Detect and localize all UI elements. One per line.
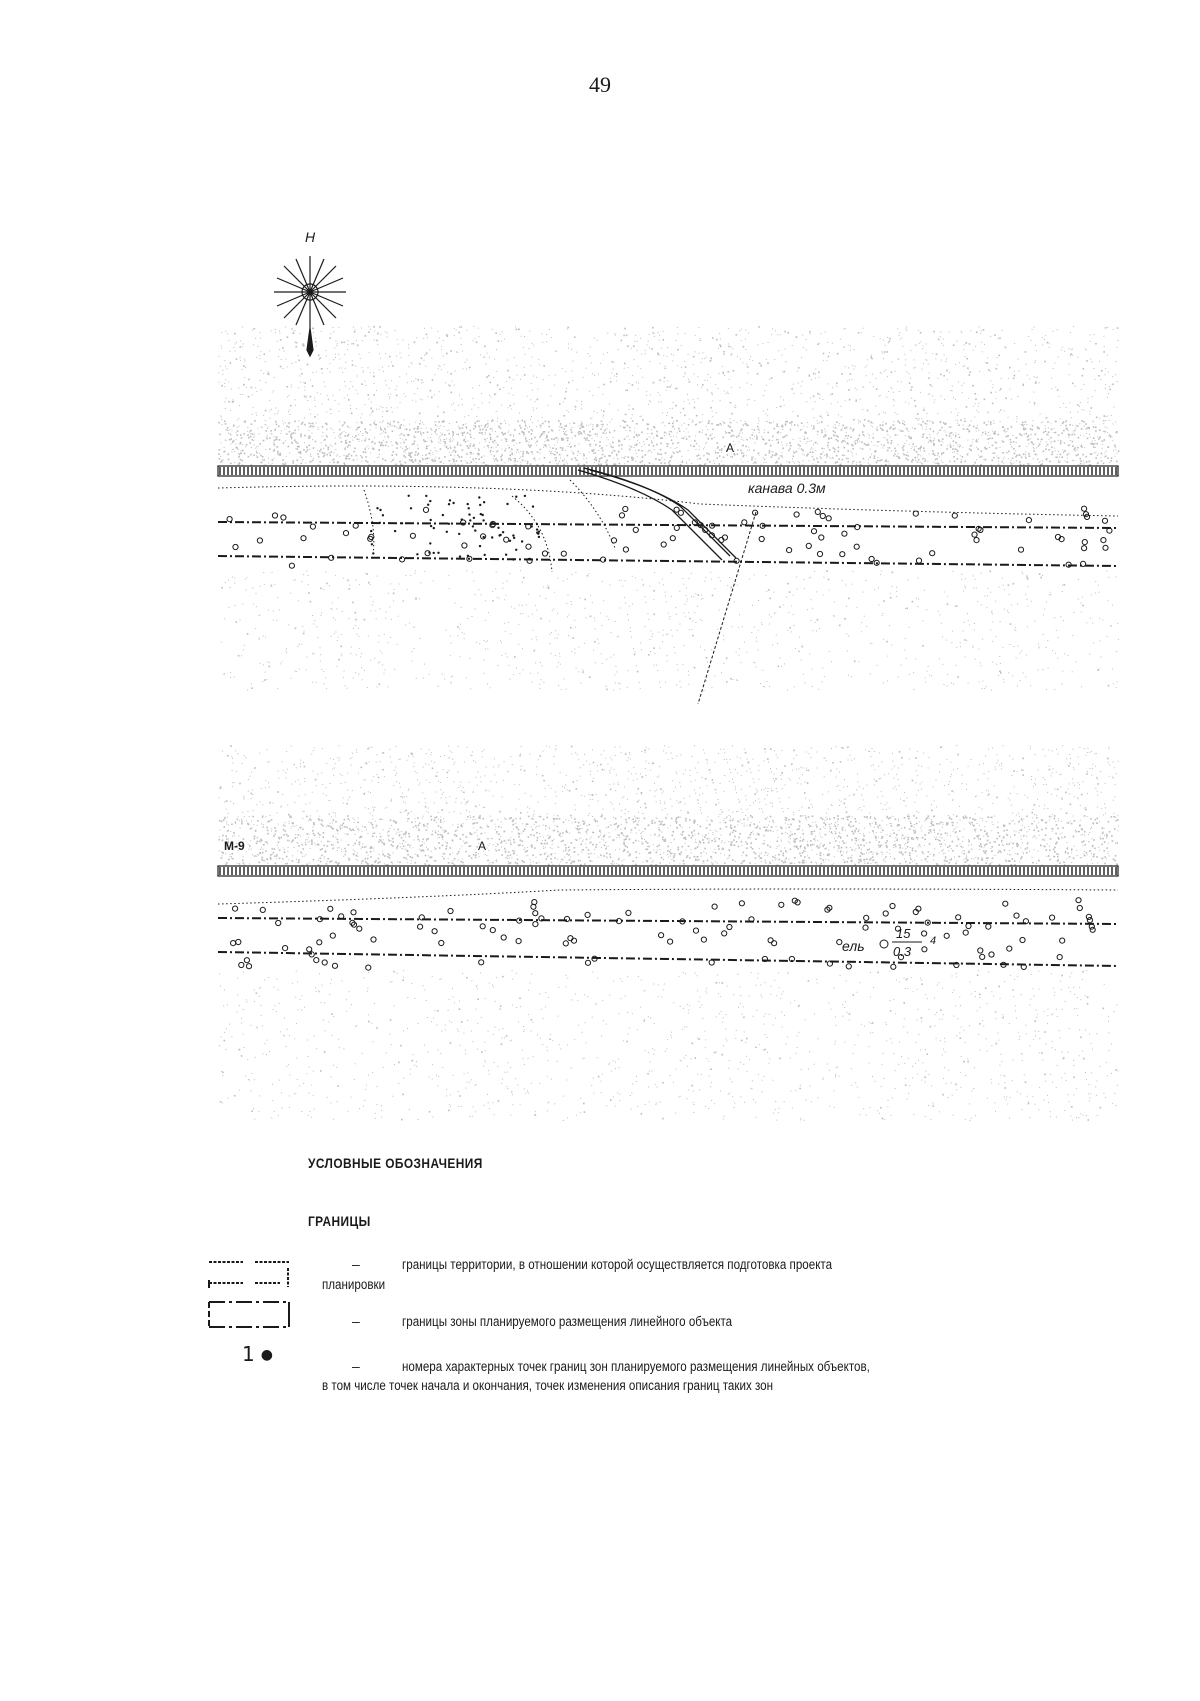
tree-diameter-label: 0.3 <box>893 944 912 959</box>
upper-road-edge-line <box>218 486 1118 516</box>
tree-species-label: ель <box>842 938 865 954</box>
upper-leader-line <box>698 512 756 704</box>
legend-dash-1: – <box>352 1256 360 1272</box>
lower-zone-label: А <box>478 839 487 853</box>
legend-zone-boundary-icon <box>209 1302 289 1327</box>
lower-road-edge-line <box>218 889 1118 904</box>
legend-item-3-text: номера характерных точек границ зон планируемого размещения линейных объектов, <box>402 1359 870 1374</box>
legend-item-1-text: границы территории, в отношении которой осуществляется подготовка проекта <box>402 1257 833 1272</box>
tree-spacing-label: 4 <box>930 935 937 947</box>
upper-map-sheet <box>218 441 1118 704</box>
upper-sparse-dots <box>370 495 540 561</box>
legend-dash-3: – <box>352 1358 360 1374</box>
tree-height-label: 15 <box>896 926 911 941</box>
vegetation-stipple <box>218 326 1119 1121</box>
legend-dash-2: – <box>352 1313 360 1329</box>
legend-point-label: 1 <box>242 1342 255 1366</box>
legend-item-2-text: границы зоны планируемого размещения линейного объекта <box>402 1314 733 1329</box>
upper-hatched-boundary <box>218 466 1118 476</box>
lower-zone-boundary-line-1 <box>218 918 1118 924</box>
upper-meadow-boundary-3 <box>570 480 615 548</box>
legend-item-3-text-cont: в том числе точек начала и окончания, точек изменения описания границ таких зон <box>322 1378 774 1393</box>
upper-zone-label: А <box>726 441 735 455</box>
upper-meadow-boundary <box>364 490 374 560</box>
north-arrow-icon <box>274 229 346 356</box>
upper-zone-boundary-line-2 <box>218 556 1118 566</box>
tree-annotation <box>842 926 936 959</box>
north-label: Н <box>305 229 316 245</box>
upper-ditch <box>578 468 736 560</box>
page-number: 49 <box>589 72 611 97</box>
legend-item-1-text-cont: планировки <box>322 1277 386 1292</box>
legend-title: УСЛОВНЫЕ ОБОЗНАЧЕНИЯ <box>308 1155 483 1171</box>
legend-section-boundaries: ГРАНИЦЫ <box>308 1213 371 1229</box>
legend-numbered-point-icon <box>242 1342 273 1366</box>
upper-shrub-symbols <box>227 506 1112 568</box>
lower-sheet-label: М-9 <box>224 839 245 853</box>
legend-territory-boundary-icon <box>209 1262 289 1288</box>
lower-hatched-boundary <box>218 866 1118 876</box>
upper-ditch-label: канава 0.3м <box>748 480 826 496</box>
point-dot-icon: ● <box>260 1347 273 1363</box>
